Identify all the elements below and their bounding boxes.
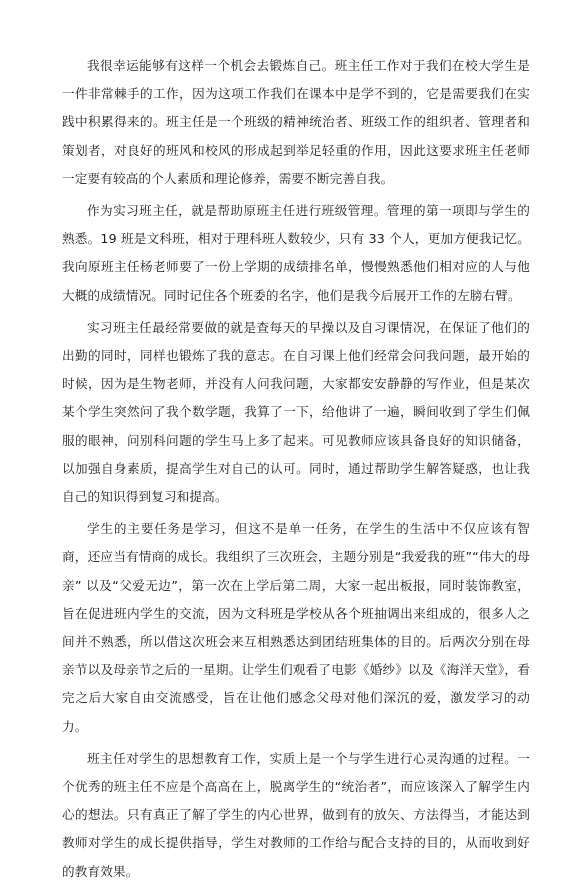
paragraph-1: 我很幸运能够有这样一个机会去锻炼自己。班主任工作对于我们在校大学生是一件非常棘手的工作，因为这项工作我们在课本中是学不到的，它是需要我们在实践中积累得来的。班主任是一个班级的精神统治者、班级工作的组织者、管理者和策划者，对良好的班风和校风的形成起到举足轻重的作用，因此这要求班主任老师一定要有较高的个人素质和理论修养，需要不断完善自我。 <box>62 58 530 186</box>
paragraph-5: 班主任对学生的思想教育工作，实质上是一个与学生进行心灵沟通的过程。一个优秀的班主任不应是个高高在上，脱离学生的“统治者”，而应该深入了解学生内心的想法。只有真正了解了学生的内心世界，做到有的放矢、方法得当，才能达到教师对学生的成长提供指导，学生对教师的工作给与配合支持的目的，从而收到好的教育效果。 <box>62 750 530 879</box>
paragraph-2: 作为实习班主任，就是帮助原班主任进行班级管理。管理的第一项即与学生的熟悉。19 班是文科班，相对于理科班人数较少，只有 33 个人，更加方便我记忆。我向原班主任杨老师要了一份上学期的成绩排名单，慢慢熟悉他们相对应的人与他大概的成绩情况。同时记住各个班委的名字，他们是我今后展开工作的左膀右臂。 <box>62 203 530 303</box>
paragraph-4: 学生的主要任务是学习，但这不是单一任务，在学生的生活中不仅应该有智商，还应当有情商的成长。我组织了三次班会，主题分别是“我爱我的班”“伟大的母亲” 以及“父爱无边”，第一次在上学后第二周，大家一起出板报，同时装饰教室，旨在促进班内学生的交流，因为文科班是学校从各个班抽调出来组成的，很多人之间并不熟悉，所以借这次班会来互相熟悉达到团结班集体的目的。后两次分别在母亲节以及母亲节之后的一星期。让学生们观看了电影《婚纱》以及《海洋天堂》，看完之后大家自由交流感受，旨在让他们感念父母对他们深沉的爱，激发学习的动力。 <box>62 521 530 734</box>
paragraph-3: 实习班主任最经常要做的就是查每天的早操以及自习课情况，在保证了他们的出勤的同时，同样也锻炼了我的意志。在自习课上他们经常会问我问题，最开始的时候，因为是生物老师，并没有人问我问题，大家都安安静静的写作业，但是某次某个学生突然问了我个数学题，我算了一下，给他讲了一遍，瞬间收到了学生们佩服的眼神，问别科问题的学生马上多了起来。可见教师应该具备良好的知识储备，以加强自身素质，提高学生对自己的认可。同时，通过帮助学生解答疑惑，也让我自己的知识得到复习和提高。 <box>62 319 530 505</box>
